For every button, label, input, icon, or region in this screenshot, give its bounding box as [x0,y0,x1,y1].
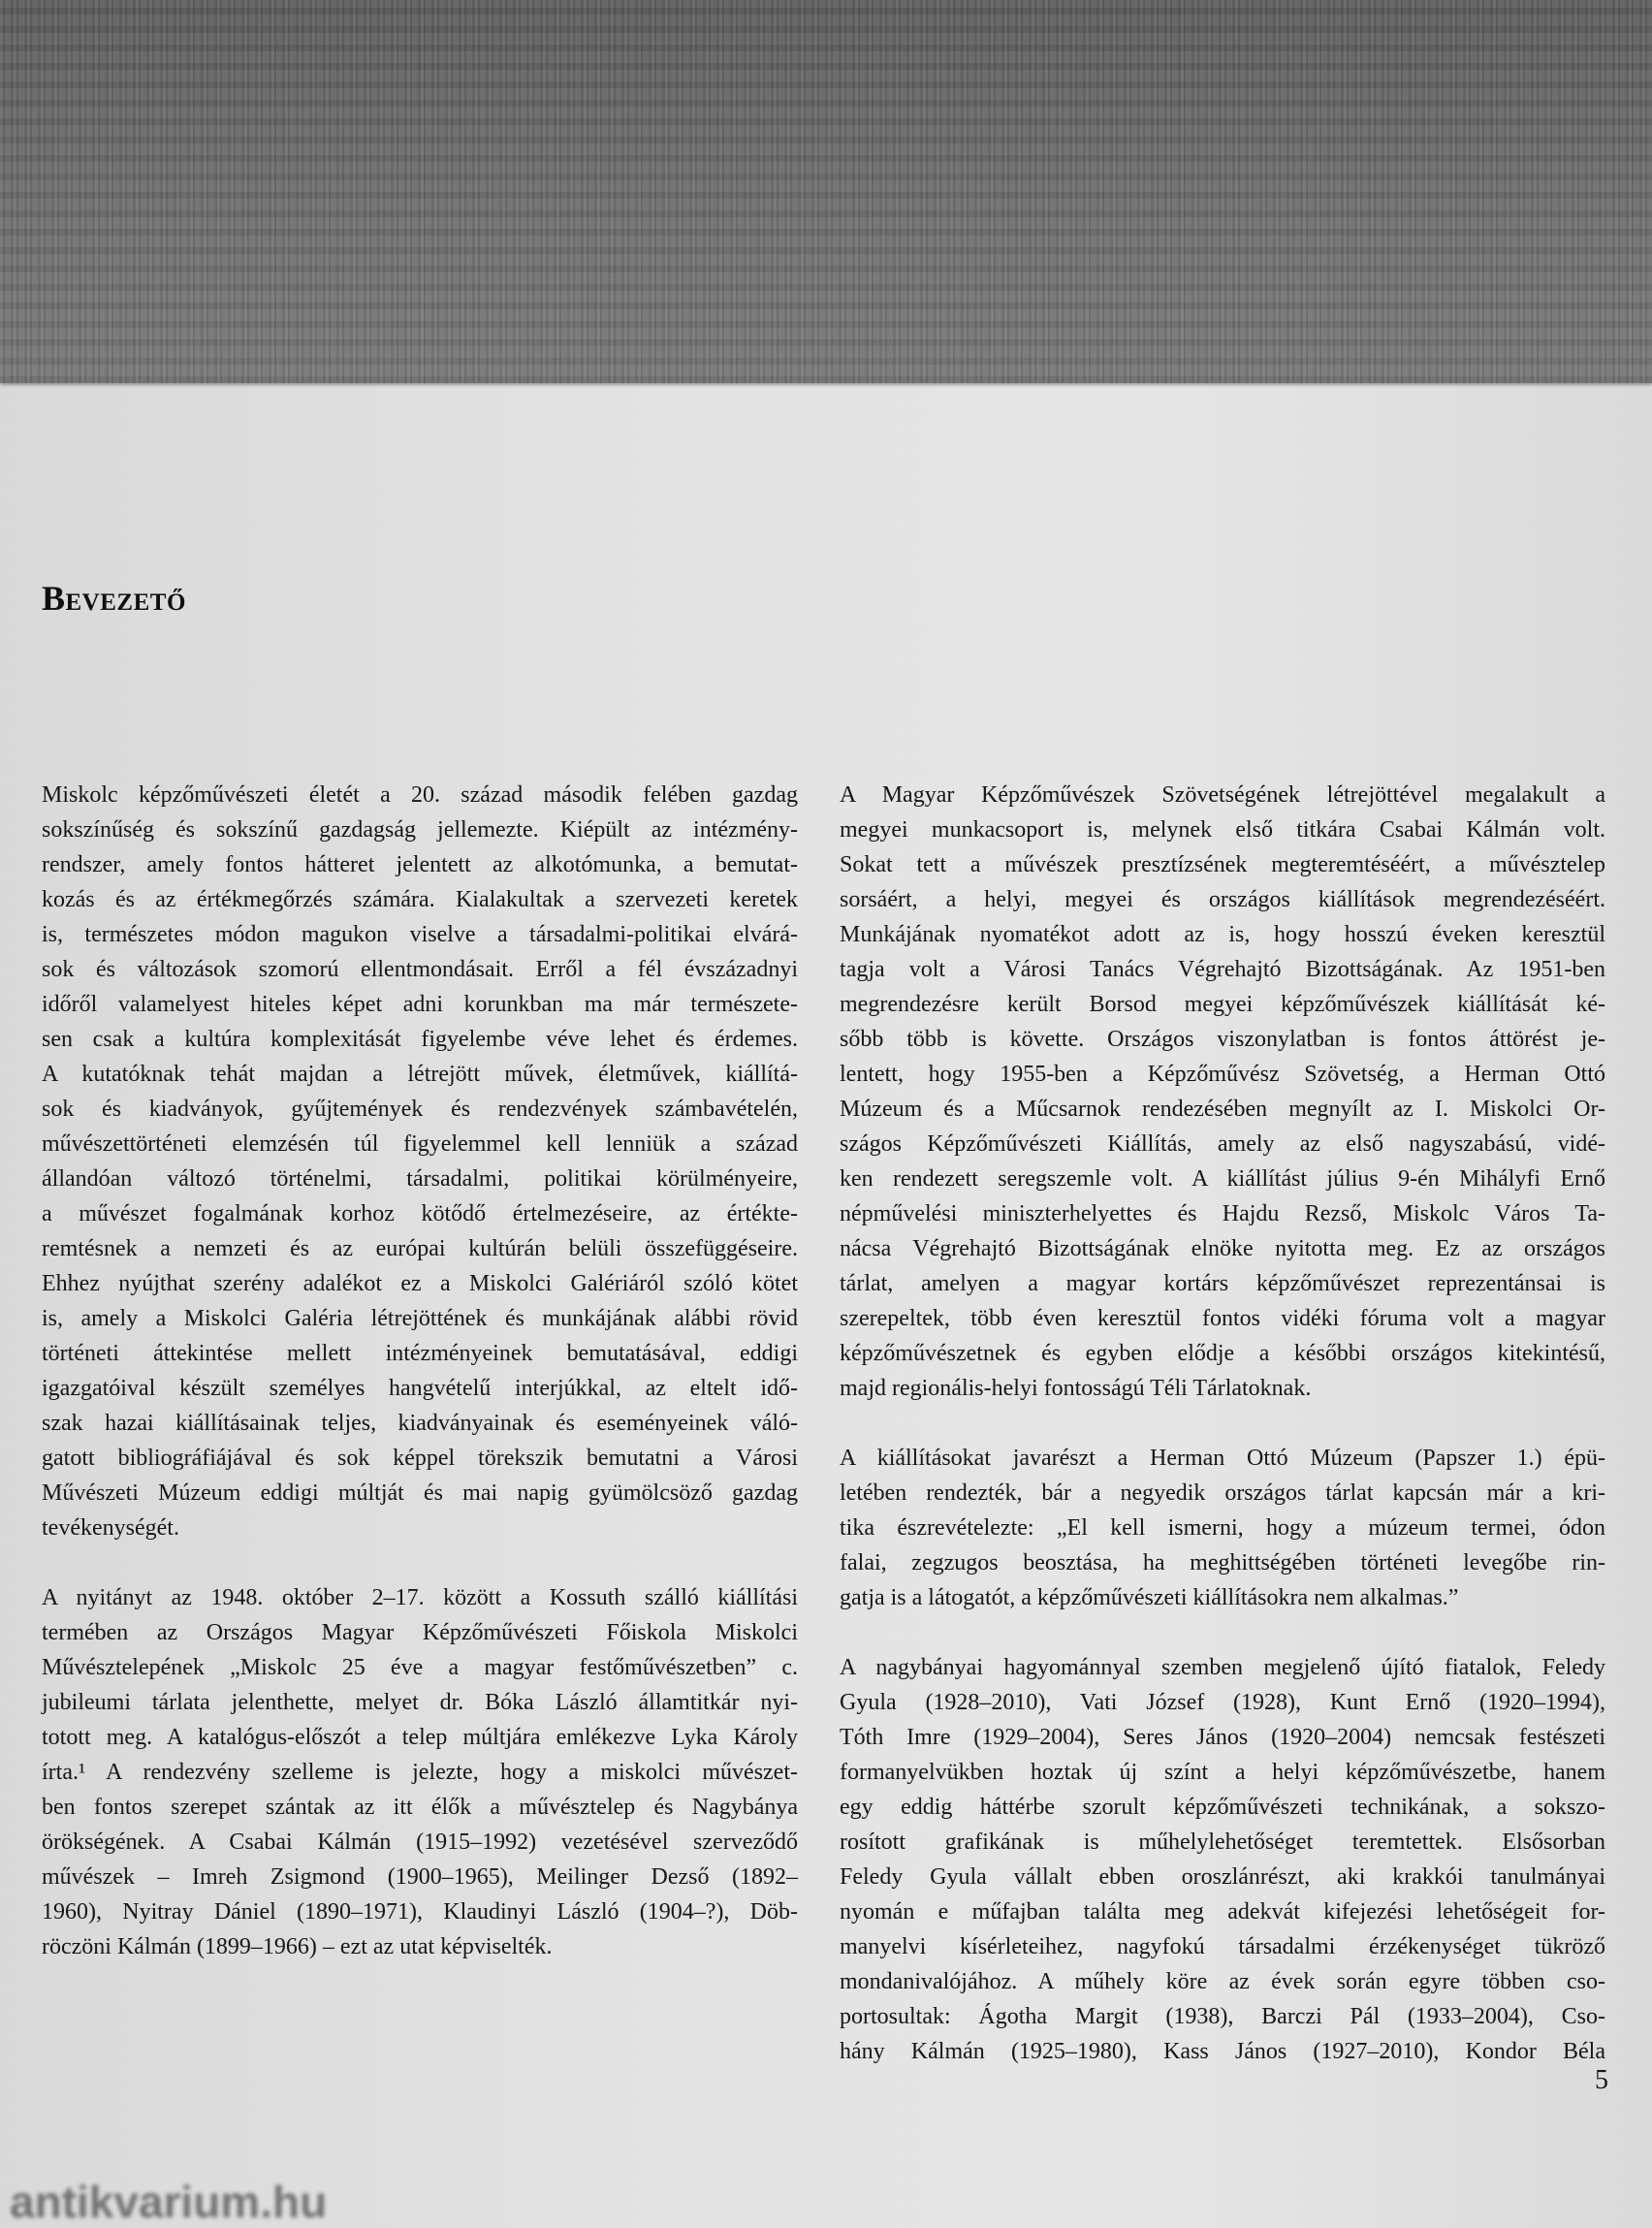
text-line: formanyelvükben hoztak új színt a helyi képzőművészetbe, hanem [840,1760,1605,1785]
text-line: Ehhez nyújthat szerény adalékot ez a Miskolci Galériáról szóló kötet [42,1271,798,1296]
text-line: tárlat, amelyen a magyar kortárs képzőművészet reprezentánsai is [840,1271,1605,1296]
paragraph [42,778,798,1545]
text-line: sőbb több is követte. Országos viszonylatban is fontos áttörést je- [840,1027,1605,1052]
text-line: hány Kálmán (1925–1980), Kass János (1927–2010), Kondor Béla [840,2039,1605,2064]
paragraph [840,778,1605,1406]
text-line: megyei munkacsoport is, melynek első titkára Csabai Kálmán volt. [840,817,1605,843]
text-line: jubileumi tárlata jelenthette, melyet dr. Bóka László államtitkár nyi- [42,1690,798,1715]
left-text-column [42,778,798,1999]
text-line: kozás és az értékmegőrzés számára. Kialakultak a szervezeti keretek [42,887,798,912]
text-line: megrendezésre került Borsod megyei képzőművészek kiállítását ké- [840,992,1605,1017]
text-line: nácsa Végrehajtó Bizottságának elnöke nyitotta meg. Ez az országos [840,1236,1605,1261]
text-line: termében az Országos Magyar Képzőművészeti Főiskola Miskolci [42,1620,798,1645]
text-line: A nyitányt az 1948. október 2–17. között a Kossuth szálló kiállítási [42,1585,798,1610]
text-line: is, amely a Miskolci Galéria létrejöttének és munkájának alábbi rövid [42,1306,798,1331]
text-line: sok és kiadványok, gyűjtemények és rendezvények számbavételén, [42,1097,798,1122]
text-line: ben fontos szerepet szántak az itt élők a művésztelep és Nagybánya [42,1795,798,1820]
text-line: népművelési miniszterhelyettes és Hajdu Rezső, Miskolc Város Ta- [840,1201,1605,1226]
paragraph [840,1441,1605,1615]
text-line: szak hazai kiállításainak teljes, kiadványainak és eseményeinek váló- [42,1411,798,1436]
paragraph [840,1650,1605,2069]
text-line: A kutatóknak tehát majdan a létrejött művek, életművek, kiállítá- [42,1062,798,1087]
text-line: Művészeti Múzeum eddigi múltját és mai napig gyümölcsöző gazdag [42,1480,798,1506]
text-line: Munkájának nyomatékot adott az is, hogy hosszú éveken keresztül [840,922,1605,947]
text-line: sok és változások szomorú ellentmondásait. Erről a fél évszázadnyi [42,957,798,982]
watermark: antikvarium.hu [10,2177,328,2227]
text-line: Sokat tett a művészek presztízsének megteremtéséért, a művésztelep [840,852,1605,877]
right-text-column [840,778,1605,2104]
paragraph [42,1580,798,1964]
text-line: Művésztelepének „Miskolc 25 éve a magyar festőművészetben” c. [42,1655,798,1680]
text-line: sokszínűség és sokszínű gazdagság jellemezte. Kiépült az intézmény- [42,817,798,843]
text-line: Tóth Imre (1929–2004), Seres János (1920–2004) nemcsak festészeti [840,1725,1605,1750]
text-line: A Magyar Képzőművészek Szövetségének létrejöttével megalakult a [840,782,1605,808]
text-line: rosított grafikának is műhelylehetőséget teremtettek. Elsősorban [840,1830,1605,1855]
text-line: majd regionális-helyi fontosságú Téli Tárlatoknak. [840,1376,1312,1401]
text-line: falai, zegzugos beosztása, ha meghittségében történeti levegőbe rin- [840,1550,1605,1576]
text-line: sen csak a kultúra komplexitását figyelembe véve lehet és érdemes. [42,1027,798,1052]
text-line: portosultak: Ágotha Margit (1938), Barczi Pál (1933–2004), Cso- [840,2004,1605,2029]
text-line: tevékenységét. [42,1515,179,1541]
text-line: szerepeltek, több éven keresztül fontos vidéki fóruma volt a magyar [840,1306,1605,1331]
text-line: is, természetes módon magukon viselve a társadalmi-politikai elvárá- [42,922,798,947]
text-line: remtésnek a nemzeti és az európai kultúrán belüli összefüggéseire. [42,1236,798,1261]
text-line: 1960), Nyitray Dániel (1890–1971), Klaudinyi László (1904–?), Döb- [42,1899,798,1925]
text-line: ken rendezett seregszemle volt. A kiállítást július 9-én Mihályfi Ernő [840,1166,1605,1192]
text-line: Miskolc képzőművészeti életét a 20. század második felében gazdag [42,782,798,808]
text-line: történeti áttekintése mellett intézményeinek bemutatásával, eddigi [42,1341,798,1366]
text-line: A kiállításokat javarészt a Herman Ottó Múzeum (Papszer 1.) épü- [840,1446,1605,1471]
text-line: egy eddig háttérbe szorult képzőművészeti technikának, a sokszo- [840,1795,1605,1820]
text-line: igazgatóival készült személyes hangvételű interjúkkal, az eltelt idő- [42,1376,798,1401]
text-line: időről valamelyest hiteles képet adni korunkban ma már természete- [42,992,798,1017]
text-line: rendszer, amely fontos hátteret jelentett az alkotómunka, a bemutat- [42,852,798,877]
wood-background-band [0,0,1652,383]
text-line: Múzeum és a Műcsarnok rendezésében megnyílt az I. Miskolci Or- [840,1097,1605,1122]
text-line: mondanivalójához. A műhely köre az évek során egyre többen cso- [840,1969,1605,1994]
text-line: Gyula (1928–2010), Vati József (1928), Kunt Ernő (1920–1994), [840,1690,1605,1715]
text-line: sorsáért, a helyi, megyei és országos kiállítások megrendezéséért. [840,887,1605,912]
text-line: művészek – Imreh Zsigmond (1900–1965), Meilinger Dezső (1892– [42,1864,798,1890]
text-line: írta.¹ A rendezvény szelleme is jelezte, hogy a miskolci művészet- [42,1760,798,1785]
text-line: letében rendezték, bár a negyedik országos tárlat kapcsán már a kri- [840,1480,1605,1506]
text-line: örökségének. A Csabai Kálmán (1915–1992) vezetésével szerveződő [42,1830,798,1855]
text-line: képzőművészetnek és egyben elődje a későbbi országos kitekintésű, [840,1341,1605,1366]
text-line: a művészet fogalmának korhoz kötődő értelmezéseire, az értékte- [42,1201,798,1226]
text-line: művészettörténeti elemzésén túl figyelemmel kell lenniük a század [42,1131,798,1157]
text-line: tika észrevételezte: „El kell ismerni, hogy a múzeum termei, ódon [840,1515,1605,1541]
text-line: állandóan változó történelmi, társadalmi, politikai körülményeire, [42,1166,798,1192]
text-line: gatott bibliográfiájával és sok képpel törekszik bemutatni a Városi [42,1446,798,1471]
section-heading: Bevezető [42,579,186,618]
text-line: gatja is a látogatót, a képzőművészeti kiállításokra nem alkalmas.” [840,1585,1459,1610]
text-line: A nagybányai hagyománnyal szemben megjelenő újító fiatalok, Feledy [840,1655,1605,1680]
page-number: 5 [1595,2065,1608,2095]
text-line: lentett, hogy 1955-ben a Képzőművész Szövetség, a Herman Ottó [840,1062,1605,1087]
text-line: szágos Képzőművészeti Kiállítás, amely az első nagyszabású, vidé- [840,1131,1605,1157]
text-line: röczöni Kálmán (1899–1966) – ezt az utat képviselték. [42,1934,553,1959]
text-line: Feledy Gyula vállalt ebben oroszlánrészt, aki krakkói tanulmányai [840,1864,1605,1890]
text-line: manyelvi kísérleteihez, nagyfokú társadalmi érzékenységet tükröző [840,1934,1605,1959]
text-line: totott meg. A katalógus-előszót a telep múltjára emlékezve Lyka Károly [42,1725,798,1750]
text-line: tagja volt a Városi Tanács Végrehajtó Bizottságának. Az 1951-ben [840,957,1605,982]
text-line: nyomán e műfajban találta meg adekvát kifejezési lehetőségeit for- [840,1899,1605,1925]
